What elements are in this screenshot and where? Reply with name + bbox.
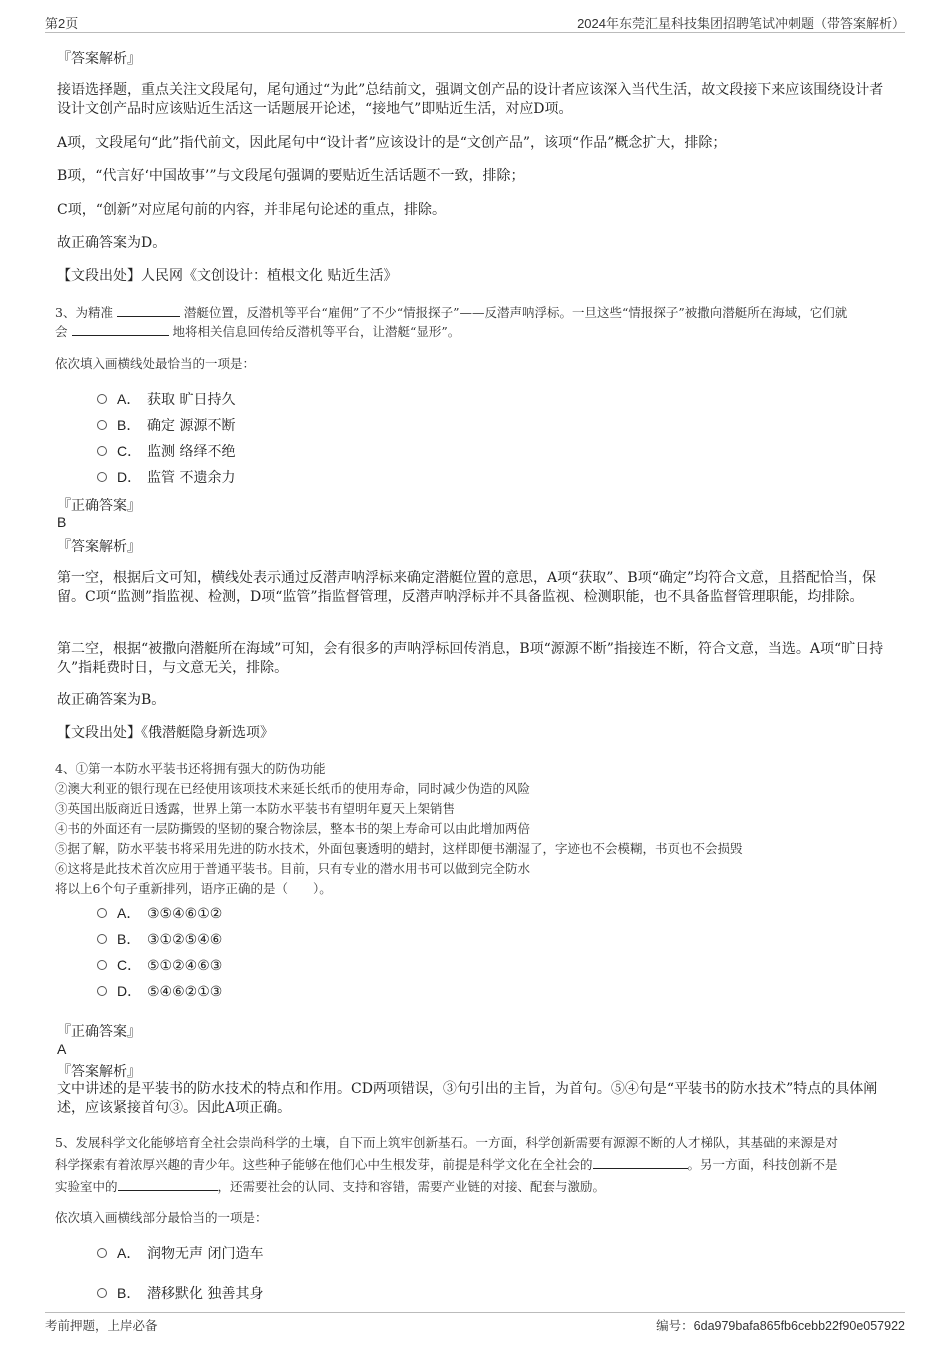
q2-source: 【文段出处】人民网《文创设计：植根文化 贴近生活》: [57, 268, 398, 284]
q5-option-a[interactable]: A． 润物无声 闭门造车: [97, 1243, 263, 1263]
page-footer: [45, 1312, 905, 1335]
q2-analysis-para2: A项，文段尾句“此”指代前文，因此尾句中“设计者”应该设计的是“文创产品”，该项“作品”概念扩大，排除；: [57, 135, 727, 151]
q2-analysis-para3: B项，“代言好‘中国故事’”与文段尾句强调的要贴近生活话题不一致，排除；: [57, 168, 525, 184]
q2-analysis-conclusion: 故正确答案为D。: [57, 235, 167, 251]
q3-stem-text: 潜艇位置，反潜机等平台“雇佣”了不少“情报探子”——反潜声呐浮标。一旦这些“情报探子”被撒向潜艇所在海域，它们就: [183, 305, 848, 320]
radio-icon[interactable]: [97, 394, 107, 404]
q3-stem-line1: [55, 303, 900, 322]
q4-option-a[interactable]: A． ③⑤④⑥①②: [97, 903, 222, 923]
radio-icon[interactable]: [97, 908, 107, 918]
q3-answer-label: 『正确答案』: [57, 498, 141, 514]
q3-blank-1: [117, 303, 180, 317]
footer-slogan: 考前押题，上岸必备: [45, 1318, 158, 1333]
q3-option-d[interactable]: D． 监管 不遗余力: [97, 467, 235, 487]
q4-option-c[interactable]: C． ⑤①②④⑥③: [97, 955, 222, 975]
q5-option-b[interactable]: B． 潜移默化 独善其身: [97, 1283, 263, 1303]
q4-prompt: 将以上6个句子重新排列，语序正确的是（ ）。: [55, 881, 332, 896]
radio-icon[interactable]: [97, 986, 107, 996]
q5-stem: [55, 1132, 905, 1198]
q3-prompt: 依次填入画横线处最恰当的一项是：: [55, 356, 256, 371]
document-serial: 编号：6da979bafa865fb6cebb22f90e057922: [656, 1319, 905, 1333]
q3-option-c[interactable]: C． 监测 络绎不绝: [97, 441, 235, 461]
q4-answer: A: [57, 1041, 67, 1057]
q4-analysis: 文中讲述的是平装书的防水技术的特点和作用。CD两项错误，③句引出的主旨，为首句。⑤④句是“平装书的防水技术”特点的具体阐述，应该紧接首句③。因此A项正确。: [57, 1081, 878, 1116]
q4-option-b[interactable]: B． ③①②⑤④⑥: [97, 929, 222, 949]
q5-stem-line: 科学探索有着浓厚兴趣的青少年。这些种子能够在他们心中生根发芽，前提是科学文化在全社会的 。另一方面，科技创新不是: [55, 1157, 838, 1172]
q4-sentence: ⑥这将是此技术首次应用于普通平装书。目前，只有专业的潜水用书可以做到完全防水: [55, 861, 531, 876]
q4-sentence: ③英国出版商近日透露，世界上第一本防水平装书有望明年夏天上架销售: [55, 801, 456, 816]
radio-icon[interactable]: [97, 472, 107, 482]
q3-answer: B: [57, 514, 67, 530]
q4-option-d[interactable]: D． ⑤④⑥②①③: [97, 981, 222, 1001]
q5-blank-2: [118, 1177, 218, 1191]
q4-answer-label: 『正确答案』: [57, 1024, 141, 1040]
q5-prompt: 依次填入画横线部分最恰当的一项是：: [55, 1210, 268, 1225]
q4-sentence: ④书的外面还有一层防撕毁的坚韧的聚合物涂层，整本书的架上寿命可以由此增加两倍: [55, 821, 531, 836]
page-header: [45, 12, 905, 33]
radio-icon[interactable]: [97, 420, 107, 430]
q3-stem-text: 地将相关信息回传给反潜机等平台，让潜艇“显形”。: [172, 324, 461, 339]
q5-stem-line: 实验室中的 ，还需要社会的认同、支持和容错，需要产业链的对接、配套与激励。: [55, 1179, 606, 1194]
q3-analysis-conclusion: 故正确答案为B。: [57, 692, 166, 708]
radio-icon[interactable]: [97, 446, 107, 456]
radio-icon[interactable]: [97, 934, 107, 944]
q3-stem-line2: [55, 322, 900, 341]
radio-icon[interactable]: [97, 1288, 107, 1298]
q3-stem-text: 3、为精准: [55, 305, 113, 320]
q4-sentence: ⑤据了解，防水平装书将采用先进的防水技术，外面包裹透明的蜡封，这样即便书潮湿了，字迹也不会模糊，书页也不会损毁: [55, 841, 743, 856]
q3-analysis-para1: 第一空，根据后文可知，横线处表示通过反潜声呐浮标来确定潜艇位置的意思，A项“获取”、B项“确定”均符合文意，且搭配恰当，保留。C项“监测”指监视、检测，D项“监管”指监督管理，反潜声呐浮标并不具备监视、检测职能，也不具备监督管理职能，均排除。: [57, 570, 877, 605]
q2-analysis-para4: C项，“创新”对应尾句前的内容，并非尾句论述的重点，排除。: [57, 202, 447, 218]
q2-analysis-para1: 接语选择题，重点关注文段尾句，尾句通过“为此”总结前文，强调文创产品的设计者应该深入当代生活，故文段接下来应该围绕设计者设计文创产品时应该贴近生活这一话题展开论述，“接地气”即贴近生活，对应D项。: [57, 82, 884, 117]
q4-sentence: ②澳大利亚的银行现在已经使用该项技术来延长纸币的使用寿命，同时减少伪造的风险: [55, 781, 531, 796]
document-title: 2024年东莞汇星科技集团招聘笔试冲刺题（带答案解析）: [577, 16, 905, 31]
q5-blank-1: [593, 1155, 688, 1169]
q3-source: 【文段出处】《俄潜艇隐身新选项》: [57, 725, 274, 741]
radio-icon[interactable]: [97, 960, 107, 970]
q3-option-b[interactable]: B． 确定 源源不断: [97, 415, 235, 435]
q4-sentence: 4、①第一本防水平装书还将拥有强大的防伪功能: [55, 761, 326, 776]
page-number: 第2页: [45, 16, 79, 31]
q2-analysis-label: 『答案解析』: [57, 51, 141, 67]
q3-analysis-para2: 第二空，根据“被撒向潜艇所在海域”可知，会有很多的声呐浮标回传消息，B项“源源不断”指接连不断，符合文意，当选。A项“旷日持久”指耗费时日，与文意无关，排除。: [57, 641, 884, 676]
q3-blank-2: [72, 322, 169, 336]
q4-analysis-label: 『答案解析』: [57, 1064, 141, 1080]
q3-stem-text: 会: [55, 324, 68, 339]
q4-sentences: [55, 759, 905, 899]
radio-icon[interactable]: [97, 1248, 107, 1258]
q3-analysis-label: 『答案解析』: [57, 539, 141, 555]
q3-option-a[interactable]: A． 获取 旷日持久: [97, 389, 235, 409]
q5-stem-line: 5、发展科学文化能够培育全社会崇尚科学的土壤，自下而上筑牢创新基石。一方面，科学创新需要有源源不断的人才梯队，其基础的来源是对: [55, 1135, 838, 1150]
